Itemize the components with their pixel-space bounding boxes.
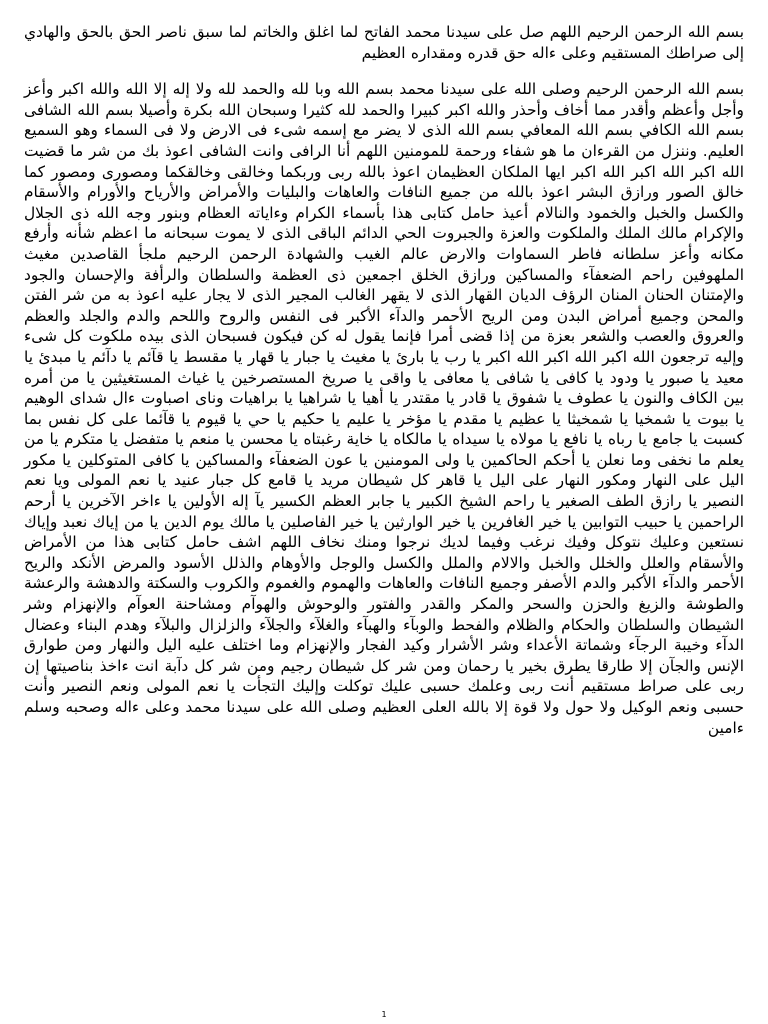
intro-paragraph: بسم الله الرحمن الرحيم اللهم صل على سيدنا محمد الفاتح لما اغلق والخاتم لما سبق ناصر الحق بالحق والهادي إلى صراطك المستقيم وعلى ءاله حق قدره ومقداره العظيم (24, 23, 744, 62)
main-paragraph: بسم الله الرحمن الرحيم وصلى الله على سيدنا محمد بسم الله وبا لله والحمد لله ولا إله إلا الله والله اكبر وأعز وأجل وأعظم وأقدر مما أخاف وأحذر والله اكبر كبيرا والحمد لله كثيرا وسبحان الله بكرة وأصيلا بسم الله الشافى بسم الله الكافي بسم الله المعافي بسم الله الذى لا يضر مع إسمه شىء فى الارض ولا فى السماء وهو السميع العليم. وننزل من القرءان ما هو شفاء ورحمة للمومنين اللهم أنا الرافى وانت الشافى اعوذ بك من شر ما قضيت الله اكبر الله اكبر الله اكبر ايها الملكان العظيمان اعوذ بالله ربى وربكما وخالقى وخالقكما ومصورى ومصور كما خالق الصور ورازق البشر اعوذ بالله من جميع النافات والعاهات والبليات والأمراض والأرياح والأورام والأسقام والكسل والخبل والخمود والنالام أعيذ حامل كتابى هذا بأسماء الكرام وءاياته العظام وبنور وجه الله ذى الجلال والإكرام مالك الملك والملكوت والعزة والجبروت الحي الدائم الباقى الذى لا يموت سبحانه ما اعظم شأنه وأرفع مكانه وأعز سلطانه فاطر السماوات والارض عالم الغيب والشهادة الرحمن الرحيم ملجأ القاصدين مغيث الملهوفين راحم الضعفآء والمساكين ورازق الخلق اجمعين ذى العظمة والسلطان والرأفة والإحسان والجود والإمتنان الحنان المنان الرؤف الديان القهار الذى لا يقهر الغالب المجير الذى لا يجار عليه اعوذ به من شر الفتن والمحن وجميع أمراض البدن ومن الريح الأحمر والدآء الأكبر فى النفس والروح واللحم والدم والجلد والعظم والعروق والعصب والشعر بعزة من إذا قضى أمرا فإنما يقول له كن فيكون فسبحان الذى بيده ملكوت كل شىء وإليه ترجعون الله اكبر الله اكبر الله اكبر يا رب يا بارئ يا مغيث يا جبار يا قهار يا مقسط يا قآئم يا دآئم يا مبدئ يا معيد يا صبور يا ودود يا كافى يا شافى يا معافى يا واقى يا صريخ المستصرخين يا غياث المستغيثين يا من أمره بين الكاف والنون يا عطوف يا شفوق يا قادر يا مقتدر يا أهيا يا شراهيا يا براهيات وناى اصباوت ءال شداى الوهيم يا بيوت يا شمخيا يا شمخيثا يا عظيم يا مقدم يا مؤخر يا عليم يا حكيم يا حي يا قيوم يا قآئما على كل نفس بما كسبت يا جامع يا رباه يا نافع يا مولاه يا سيداه يا مالكاه يا خاية رغبتاه يا محسن يا منعم يا متفضل يا متكرم يا من يعلم ما نخفى وما نعلن يا أحكم الحاكمين يا ولى المومنين يا عون الضعفآء والمساكين يا كافى المتوكلين يا مكور اليل على النهار ومكور النهار على اليل يا قاهر كل شيطان مريد يا قامع كل جبار عنيد يا نعم المولى ويا نعم النصير يا رازق الطف الصغير يا راحم الشيخ الكبير يا جابر العظم الكسير يآ إله الأولين يا ءاخر الآخرين يا أرحم الراحمين يا حبيب التوابين يا خير الغافرين يا خير الوارثين يا خير الفاصلين يا مالك يوم الدين يا من إياك نعبد وإياك نستعين وعليك نتوكل وفيك نرغب وفيما لديك نرجوا ومنك نخاف اللهم اشف حامل كتابى هذا من الأمراض والأسقام والعلل والخلل والخبل والالام والملل والكسل والوجل والأوهام والذلل الأسود والمرض الأنكد والريح الأحمر والدآء الأكبر والدم الأصفر وجميع النافات والعاهات والهموم والغموم والكروب والسكتة والدهشة والرعشة والطوشة والزيغ والحزن والسحر والمكر والقدر والفتور والوحوش والهوآم ومشاحنة العوآم والإنهزام وشر الشيطان والسلطان والحكام والظلام والفحط والوبآء والهبآء والغلآء والجلآء والزلزال والبلآء وهدم البناء وعضال الدآء وخيبة الرجآء وشماتة الأعداء وشر الأشرار وكيد الفجار والإنهزام وما اختلف عليه اليل والنهار ومن طوارق الإنس والجآن إلا طارقا يطرق بخير يا رحمان ومن شر كل شيطان رجيم ومن شر كل دآبة انت ءاخذ بناصيتها إن ربى على صراط مستقيم أنت ربى وعلمك حسبى عليك توكلت وإليك التجأت يا نعم المولى ونعم النصير وأنت حسبى ونعم الوكيل ولا حول ولا قوة إلا بالله العلى العظيم وصلى الله على سيدنا محمد وعلى ءاله وصحبه وسلم ءامين (24, 80, 744, 737)
page-number: 1 (381, 1010, 387, 1019)
